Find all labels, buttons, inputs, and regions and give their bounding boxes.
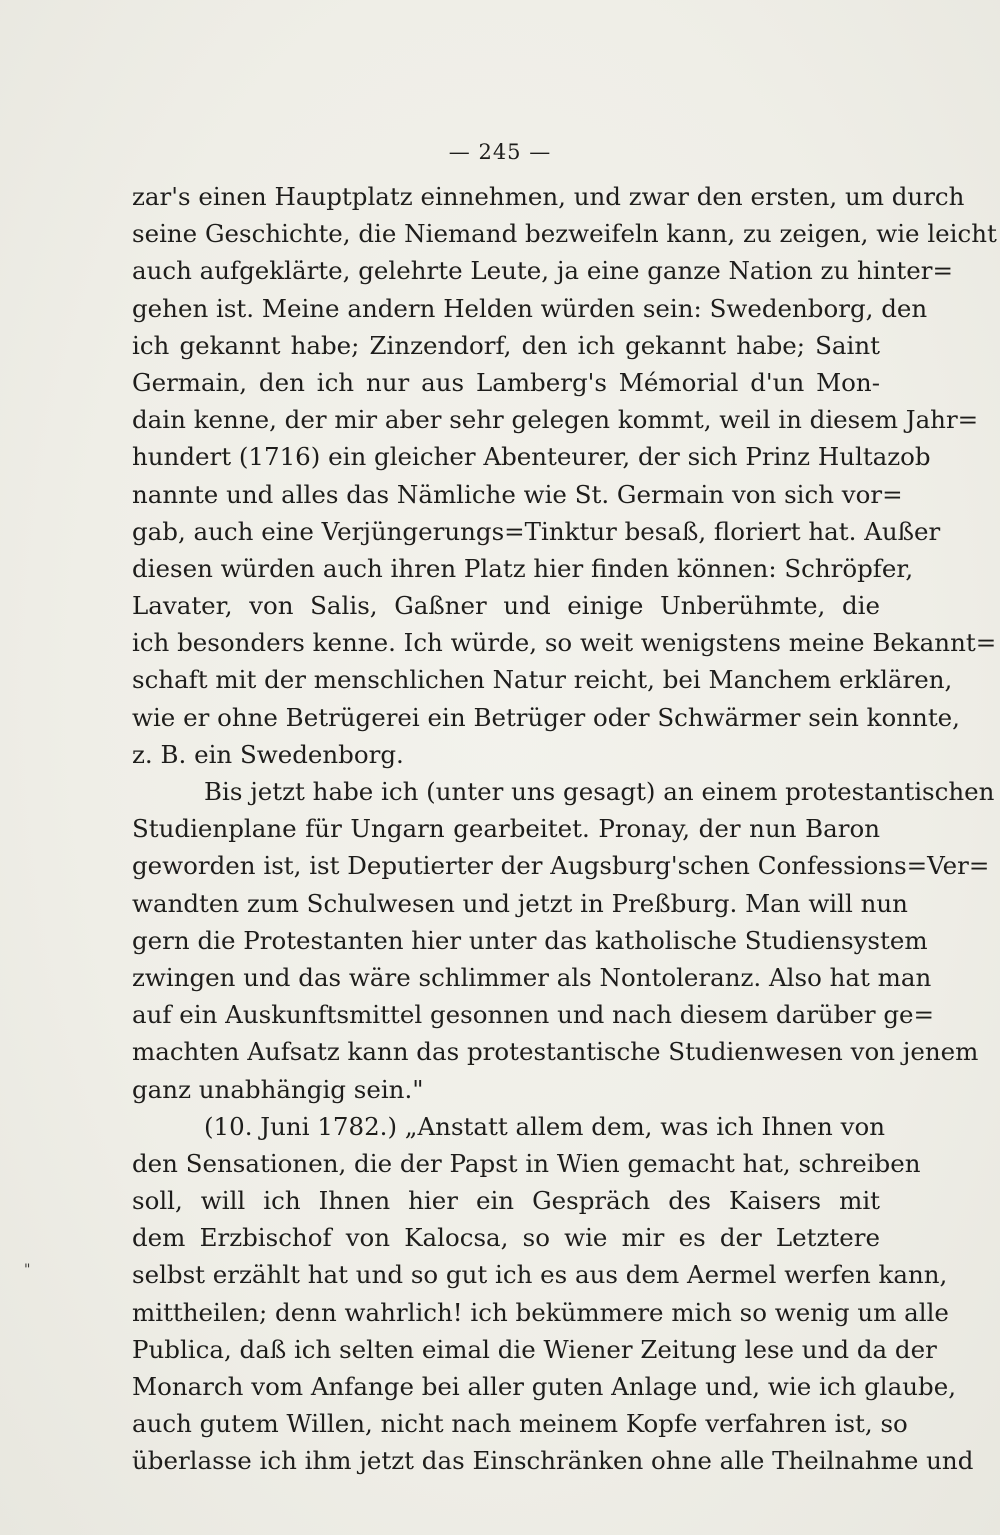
text-line: dem Erzbischof von Kalocsa, so wie mir es der Letztere [132,1223,880,1253]
text-line: auch aufgeklärte, gelehrte Leute, ja eine ganze Nation zu hinter= [132,256,953,286]
text-line: wie er ohne Betrügerei ein Betrüger oder Schwärmer sein konnte, [132,702,960,732]
text-line: wandten zum Schulwesen und jetzt in Preßburg. Man will nun [132,888,908,918]
page-number: — 245 — [448,140,552,164]
text-line: ich besonders kenne. Ich würde, so weit wenigstens meine Bekannt= [132,628,997,658]
text-line: nannte und alles das Nämliche wie St. Germain von sich vor= [132,479,903,509]
text-line: machten Aufsatz kann das protestantische Studienwesen von jenem [132,1037,979,1067]
text-line: selbst erzählt hat und so gut ich es aus dem Aermel werfen kann, [132,1260,948,1290]
text-line: Germain, den ich nur aus Lamberg's Mémorial d'un Mon- [132,367,880,397]
text-line: dain kenne, der mir aber sehr gelegen kommt, weil in diesem Jahr= [132,405,979,435]
text-line: hundert (1716) ein gleicher Abenteurer, der sich Prinz Hultazob [132,442,931,472]
text-line: gern die Protestanten hier unter das katholische Studiensystem [132,925,928,955]
text-line: überlasse ich ihm jetzt das Einschränken ohne alle Theilnahme und [132,1446,974,1476]
paragraph-end-line: ganz unabhängig sein." [132,1074,424,1104]
text-line: Publica, daß ich selten eimal die Wiener Zeitung lese und da der [132,1334,937,1364]
text-line: soll, will ich Ihnen hier ein Gespräch des Kaisers mit [132,1186,880,1216]
text-line: den Sensationen, die der Papst in Wien gemacht hat, schreiben [132,1148,921,1178]
paragraph-end-line: z. B. ein Swedenborg. [132,739,404,769]
text-line: gehen ist. Meine andern Helden würden sein: Swedenborg, den [132,293,928,323]
text-line: schaft mit der menschlichen Natur reicht, bei Manchem erklären, [132,665,953,695]
margin-mark: " [24,1262,31,1278]
paragraph-start-line: Bis jetzt habe ich (unter uns gesagt) an einem protestantischen [204,777,995,806]
text-line: seine Geschichte, die Niemand bezweifeln kann, zu zeigen, wie leicht [132,219,997,249]
text-line: Lavater, von Salis, Gaßner und einige Unberühmte, die [132,591,880,621]
text-line: zwingen und das wäre schlimmer als Nontoleranz. Also hat man [132,962,932,992]
paragraph-start-line: (10. Juni 1782.) „Anstatt allem dem, was ich Ihnen von [204,1111,885,1141]
text-line: auf ein Auskunftsmittel gesonnen und nach diesem darüber ge= [132,1000,935,1030]
text-line: ich gekannt habe; Zinzendorf, den ich gekannt habe; Saint [132,330,880,360]
text-line: zar's einen Hauptplatz einnehmen, und zwar den ersten, um durch [132,182,965,211]
text-line: diesen würden auch ihren Platz hier finden können: Schröpfer, [132,553,914,583]
text-line: mittheilen; denn wahrlich! ich bekümmere mich so wenig um alle [132,1297,949,1327]
text-line: Monarch vom Anfange bei aller guten Anlage und, wie ich glaube, [132,1372,956,1401]
text-line: gab, auch eine Verjüngerungs=Tinktur besaß, floriert hat. Außer [132,516,941,546]
body-text [132,178,997,1480]
text-line: auch gutem Willen, nicht nach meinem Kopfe verfahren ist, so [132,1409,908,1439]
text-line: Studienplane für Ungarn gearbeitet. Pronay, der nun Baron [132,814,880,844]
text-line: geworden ist, ist Deputierter der Augsburg'schen Confessions=Ver= [132,851,990,881]
